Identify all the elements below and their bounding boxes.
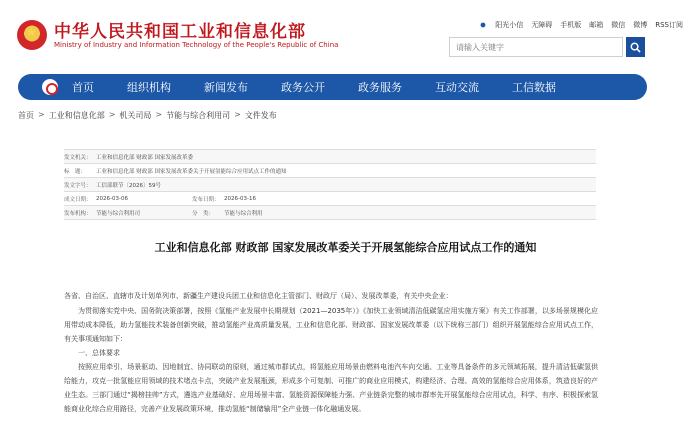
meta-title-label: 标 题： xyxy=(64,168,87,175)
meta-row-title xyxy=(64,164,596,178)
breadcrumb xyxy=(18,110,277,121)
site-name-english: Ministry of Industry and Information Technology of the People's Republic of China xyxy=(54,41,339,49)
nav-item-news[interactable]: 新闻发布 xyxy=(204,81,248,94)
breadcrumb-separator: > xyxy=(234,110,241,119)
nav-item-organization[interactable]: 组织机构 xyxy=(127,81,171,94)
site-name[interactable]: 中华人民共和国工业和信息化部 xyxy=(54,22,306,42)
article-salutation: 各省、自治区、直辖市及计划单列市、新疆生产建设兵团工业和信息化主管部门、财政厅（局）、发展改革委，有关中央企业： xyxy=(64,292,453,300)
breadcrumb-separator: > xyxy=(108,110,116,119)
meta-issuer-label: 发文机关： xyxy=(64,154,92,161)
article-section-text: 按照应用牵引、场景驱动、因地制宜、协同联动的原则，通过城市群试点，将氢能应用场景由燃料电池汽车向交通、工业等具备条件的多元领域拓展，提升清洁低碳氢供给能力，攻克一批氢能应用领域的技术堵点卡点，突破产业发展瓶颈，形成多个可复制、可推广的商业应用模式，构建经济、合理、高效的氢能综合应用体系，筑造良好的产业生态。三部门通过“揭榜挂帅”方式，遴选产业基础好、应用场景丰富、氢能资源保障能力强、产业链条完整的城市群率先开展氢能综合应用试点，科学、有序、积极探索氢能商业化综合应用路径，完善产业发展政策环境，推动氢能“制储输用”全产业链一体化融通发展。 xyxy=(64,363,598,413)
national-emblem-icon xyxy=(17,20,47,50)
meta-org-label: 发布机构： xyxy=(64,210,92,217)
meta-docno-label: 发文字号： xyxy=(64,182,92,189)
breadcrumb-documents[interactable]: 文件发布 xyxy=(244,111,277,120)
article-intro: 为贯彻落实党中央、国务院决策部署，按照《氢能产业发展中长期规划（2021—2035年）》《加快工业领域清洁低碳氢应用实施方案》有关工作部署，以多场景规模化应用带动成本降低，助力氢能技术装备创新突破，推动氢能产业高质量发展，工业和信息化部、财政部、国家发展改革委（以下统称三部门）组织开展氢能综合应用试点工作，有关事项通知如下： xyxy=(64,307,598,343)
breadcrumb-separator: > xyxy=(155,110,163,119)
top-links xyxy=(479,20,683,30)
meta-published-cell xyxy=(192,195,256,203)
meta-row-docno xyxy=(64,178,596,192)
main-nav xyxy=(18,74,647,100)
nav-item-home[interactable]: 首页 xyxy=(72,81,94,94)
breadcrumb-departments[interactable]: 机关司局 xyxy=(119,111,152,120)
nav-item-open-gov[interactable]: 政务公开 xyxy=(281,81,325,94)
meta-written-cell xyxy=(64,195,192,203)
meta-issuer-value: 工业和信息化部 财政部 国家发展改革委 xyxy=(96,154,193,161)
top-link-rss[interactable]: RSS订阅 xyxy=(655,21,683,29)
top-link-weibo[interactable]: 微博 xyxy=(633,21,648,29)
top-link-mail[interactable]: 邮箱 xyxy=(589,21,604,29)
home-logo-icon[interactable] xyxy=(42,79,58,95)
meta-category-label: 分 类： xyxy=(192,210,215,217)
meta-docno-value: 工信部联节〔2026〕59号 xyxy=(96,182,161,189)
breadcrumb-energy-dept[interactable]: 节能与综合利用司 xyxy=(166,111,231,120)
top-link-wechat[interactable]: 微信 xyxy=(611,21,626,29)
meta-org-value: 节能与综合利用司 xyxy=(96,210,141,217)
top-link-mobile[interactable]: 手机版 xyxy=(560,21,582,29)
article-section-heading: 一、总体要求 xyxy=(78,349,120,357)
meta-org-cell xyxy=(64,209,192,217)
meta-written-label: 成文日期： xyxy=(64,196,92,203)
meta-written-value: 2026-03-06 xyxy=(96,195,128,202)
meta-category-cell xyxy=(192,209,263,217)
meta-published-value: 2026-03-16 xyxy=(224,195,256,202)
document-meta-table xyxy=(64,149,596,220)
sunshine-icon xyxy=(479,21,487,29)
top-link-accessibility[interactable]: 无障碍 xyxy=(531,21,553,29)
nav-item-data[interactable]: 工信数据 xyxy=(512,81,556,94)
breadcrumb-separator: > xyxy=(38,110,45,119)
nav-item-services[interactable]: 政务服务 xyxy=(358,81,402,94)
search-input[interactable] xyxy=(449,37,623,57)
breadcrumb-home[interactable]: 首页 xyxy=(18,111,34,120)
nav-item-interaction[interactable]: 互动交流 xyxy=(435,81,479,94)
search-button[interactable] xyxy=(626,37,645,57)
top-link-sunshine[interactable]: 阳光小信 xyxy=(495,21,524,29)
breadcrumb-ministry[interactable]: 工业和信息化部 xyxy=(48,111,105,120)
meta-row-org xyxy=(64,206,596,220)
meta-category-value: 节能与综合利用 xyxy=(224,210,263,217)
meta-title-value: 工业和信息化部 财政部 国家发展改革委关于开展氢能综合应用试点工作的通知 xyxy=(96,168,287,175)
meta-row-issuer xyxy=(64,150,596,164)
meta-published-label: 发布日期： xyxy=(192,196,220,203)
document-title: 工业和信息化部 财政部 国家发展改革委关于开展氢能综合应用试点工作的通知 xyxy=(154,241,537,254)
site-header xyxy=(0,0,691,66)
search-icon xyxy=(630,42,641,53)
meta-row-dates xyxy=(64,192,596,206)
